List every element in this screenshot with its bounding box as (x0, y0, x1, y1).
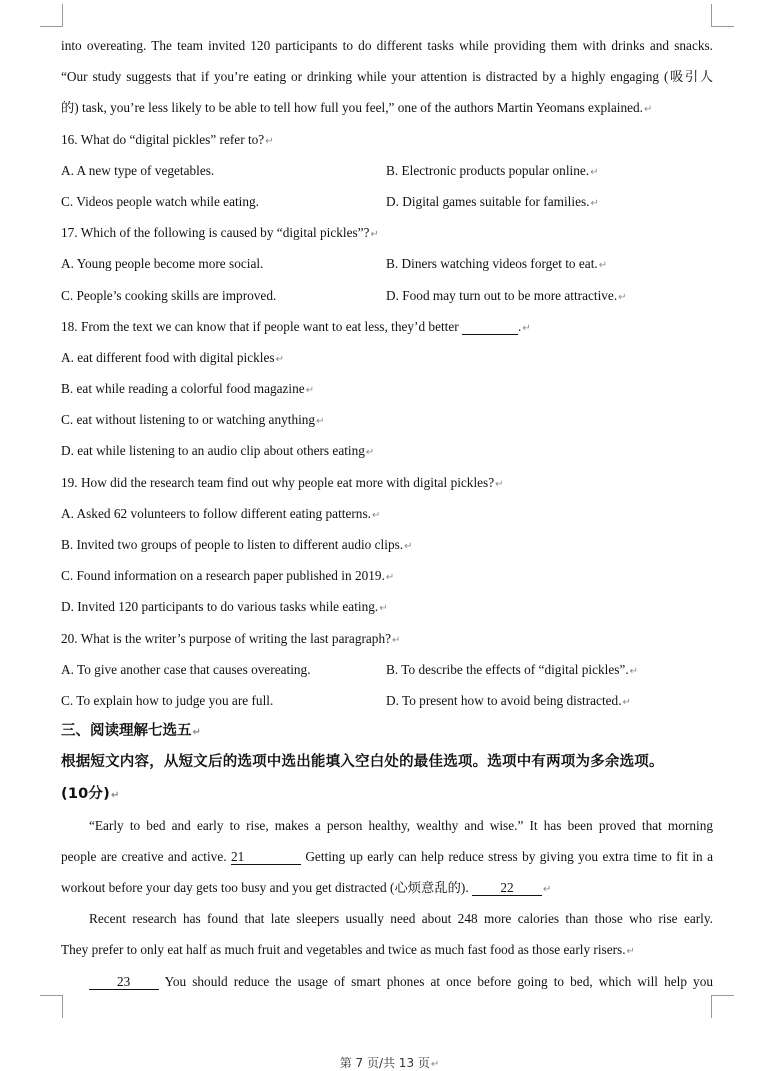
question-20-options-row-2 (61, 685, 713, 716)
passage-line: into overeating. The team invited 120 participants to do different tasks while providing them with drinks and snacks. (61, 38, 713, 53)
question-16-options-row-1 (61, 155, 713, 186)
question-19-stem: 19. How did the research team find out why people eat more with digital pickles?↵ (61, 474, 504, 490)
option-d: D. Food may turn out to be more attractive.↵ (386, 287, 627, 303)
option-c: C. People’s cooking skills are improved. (61, 287, 277, 303)
page-content (61, 30, 713, 997)
blank-21: 21 (231, 850, 301, 865)
blank-22: 22 (472, 881, 542, 896)
corner-mark-top-right (711, 4, 734, 27)
corner-mark-bottom-left (40, 995, 63, 1018)
answer-blank (462, 320, 518, 335)
passage-line: They prefer to only eat half as much fruit and vegetables and twice as much fast food as those early risers.↵ (61, 942, 635, 958)
option-b: B. Diners watching videos forget to eat.↵ (386, 256, 608, 272)
option-a: A. Young people become more social. (61, 256, 264, 272)
option-a: A. To give another case that causes overeating. (61, 661, 311, 677)
passage-line: “Our study suggests that if you’re eating or drinking while your attention is distracted by a highly engaging (吸引人 (61, 69, 713, 85)
blank-23: 23 (89, 975, 159, 990)
question-20-stem: 20. What is the writer’s purpose of writing the last paragraph?↵ (61, 630, 401, 646)
question-17-options-row-2 (61, 280, 713, 311)
option-a: A. Asked 62 volunteers to follow different eating patterns.↵ (61, 505, 381, 521)
passage-line: workout before your day gets too busy and you get distracted (心烦意乱的). 22 ↵ (61, 880, 552, 896)
paragraph-mark: ↵ (522, 322, 531, 334)
option-c: C. Videos people watch while eating. (61, 193, 259, 209)
passage-line: 23 You should reduce the usage of smart phones at once before going to bed, which will help you (61, 966, 713, 997)
option-c: C. Found information on a research paper published in 2019.↵ (61, 568, 395, 584)
question-16-options-row-2 (61, 186, 713, 217)
option-c: C. eat without listening to or watching anything↵ (61, 412, 325, 428)
option-b: B. Invited two groups of people to listen to different audio clips.↵ (61, 537, 413, 552)
passage-line: people are creative and active. 21 Getting up early can help reduce stress by giving you extra time to fit in a (61, 848, 713, 864)
question-16-stem: 16. What do “digital pickles” refer to?↵ (61, 131, 274, 147)
option-a: A. eat different food with digital pickles↵ (61, 349, 284, 365)
option-d: D. eat while listening to an audio clip about others eating↵ (61, 443, 375, 459)
paragraph-mark: ↵ (265, 135, 274, 147)
section-heading: 三、阅读理解七选五↵ (61, 723, 201, 740)
option-a: A. A new type of vegetables. (61, 162, 215, 178)
paragraph-mark: ↵ (392, 634, 401, 646)
passage-line: 的) task, you’re less likely to be able to tell how full you feel,” one of the authors Martin Yeomans explained.↵ (61, 100, 653, 116)
option-d: D. To present how to avoid being distracted.↵ (386, 692, 631, 708)
section-instructions: 根据短文内容，从短文后的选项中选出能填入空白处的最佳选项。选项中有两项为多余选项。 (61, 754, 664, 771)
question-20-options-row-1 (61, 654, 713, 685)
option-c: C. To explain how to judge you are full. (61, 692, 274, 708)
option-d: D. Digital games suitable for families.↵ (386, 193, 599, 209)
question-17-stem: 17. Which of the following is caused by “digital pickles”?↵ (61, 225, 379, 241)
option-d: D. Invited 120 participants to do various tasks while eating.↵ (61, 599, 388, 615)
paragraph-mark: ↵ (370, 229, 379, 241)
corner-mark-top-left (40, 4, 63, 27)
question-17-options-row-1 (61, 248, 713, 279)
corner-mark-bottom-right (711, 995, 734, 1018)
option-b: B. eat while reading a colorful food magazine↵ (61, 381, 315, 397)
section-score: (10分)↵ (61, 785, 120, 802)
paragraph-mark: ↵ (495, 478, 504, 490)
page-footer: 第 7 页/共 13 页↵ (339, 1056, 440, 1070)
passage-line: “Early to bed and early to rise, makes a person healthy, wealthy and wise.” It has been proved that morning (89, 817, 713, 833)
question-18-stem: 18. From the text we can know that if people want to eat less, they’d better .↵ (61, 318, 531, 334)
paragraph-mark: ↵ (643, 104, 653, 116)
passage-line: Recent research has found that late sleepers usually need about 248 more calories than those who rise early. (89, 911, 713, 927)
option-b: B. To describe the effects of “digital pickles”.↵ (386, 661, 639, 677)
option-b: B. Electronic products popular online.↵ (386, 162, 599, 178)
